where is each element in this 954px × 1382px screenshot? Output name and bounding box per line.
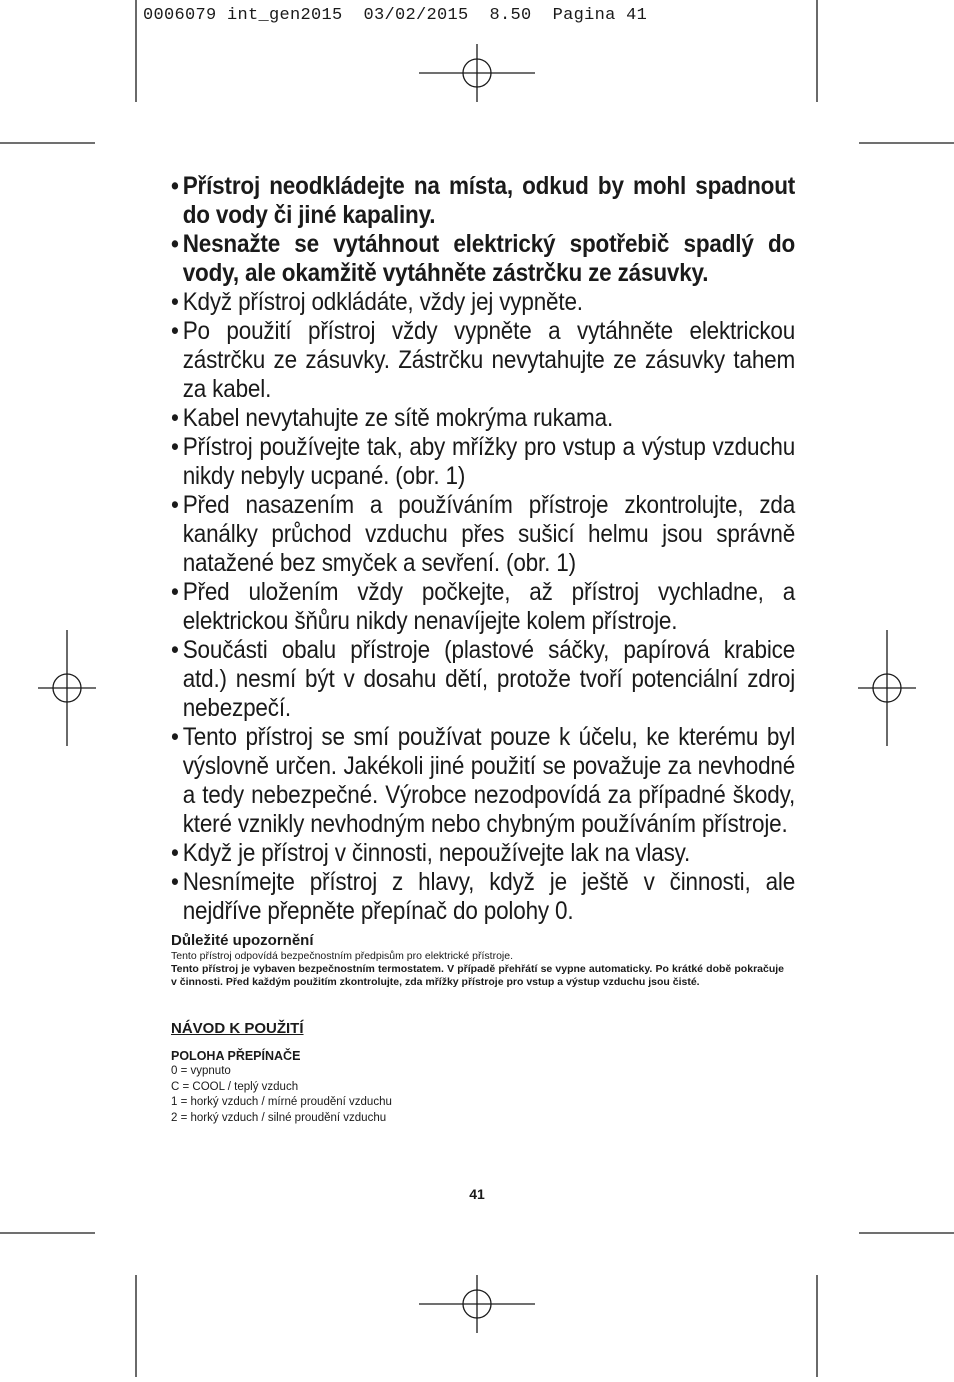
safety-bullet: • Když je přístroj v činnosti, nepoužívejte lak na vlasy. bbox=[171, 839, 795, 868]
important-notice-title: Důležité upozornění bbox=[171, 932, 314, 949]
switch-position-item: 1 = horký vzduch / mírné proudění vzduchu bbox=[171, 1096, 392, 1108]
important-notice-line: Tento přístroj odpovídá bezpečnostním předpisům pro elektrické přístroje. bbox=[171, 950, 514, 962]
safety-bullet: • Když přístroj odkládáte, vždy jej vypněte. bbox=[171, 288, 795, 317]
safety-bullet-list bbox=[171, 172, 796, 926]
switch-position-item: 0 = vypnuto bbox=[171, 1065, 231, 1077]
switch-positions-title: POLOHA PŘEPÍNAČE bbox=[171, 1049, 301, 1063]
safety-bullet: • Po použití přístroj vždy vypněte a vytáhněte elektrickou zástrčku ze zásuvky. Zástrčku nevytahujte ze zásuvky tahem za kabel. bbox=[171, 317, 795, 404]
safety-bullet: • Před nasazením a používáním přístroje zkontrolujte, zda kanálky průchod vzduchu přes sušicí helmu jsou správně natažené bez smyček a sevření. (obr. 1) bbox=[171, 491, 795, 578]
switch-position-item: 2 = horký vzduch / silné proudění vzduchu bbox=[171, 1111, 387, 1124]
safety-bullet: • Přístroj neodkládejte na místa, odkud by mohl spadnout do vody či jiné kapaliny. bbox=[171, 172, 795, 230]
registration-mark-right bbox=[858, 630, 916, 751]
registration-mark-left bbox=[38, 630, 96, 751]
important-notice-body bbox=[171, 950, 784, 989]
safety-bullet: • Kabel nevytahujte ze sítě mokrýma rukama. bbox=[171, 404, 795, 433]
switch-position-item: C = COOL / teplý vzduch bbox=[171, 1080, 299, 1093]
safety-bullet: • Přístroj používejte tak, aby mřížky pro vstup a výstup vzduchu nikdy nebyly ucpané. (obr. 1) bbox=[171, 433, 795, 491]
switch-positions-list bbox=[171, 1064, 784, 1126]
registration-mark-top bbox=[419, 44, 535, 107]
safety-bullet: • Nesnažte se vytáhnout elektrický spotřebič spadlý do vody, ale okamžitě vytáhněte zástrčku ze zásuvky. bbox=[171, 230, 795, 288]
important-notice-line: Tento přístroj je vybaven bezpečnostním termostatem. V případě přehřátí se vypne automaticky. Po krátké době pokračuje v činnosti. Před každým použitím zkontrolujte, zda mřížky přístroje pro vstup a výstup vzduchu jsou čisté. bbox=[171, 963, 784, 988]
print-slug: 0006079 int_gen2015 03/02/2015 8.50 Pagina 41 bbox=[143, 6, 648, 25]
page-number: 41 bbox=[469, 1186, 485, 1202]
safety-bullet: • Před uložením vždy počkejte, až přístroj vychladne, a elektrickou šňůru nikdy nenavíjejte kolem přístroje. bbox=[171, 578, 795, 636]
safety-bullet: • Součásti obalu přístroje (plastové sáčky, papírová krabice atd.) nesmí být v dosahu dětí, protože tvoří potenciální zdroj nebezpečí. bbox=[171, 636, 795, 723]
registration-mark-bottom bbox=[419, 1275, 535, 1338]
safety-bullet: • Tento přístroj se smí používat pouze k účelu, ke kterému byl výslovně určen. Jakékoli jiné použití se považuje za nevhodné a tedy nebezpečné. Výrobce nezodpovídá za případné škody, které vznikly nevhodným nebo chybným používáním přístroje. bbox=[171, 723, 795, 839]
safety-bullet: • Nesnímejte přístroj z hlavy, když je ještě v činnosti, ale nejdříve přepněte přepínač do polohy 0. bbox=[171, 868, 795, 926]
page-content bbox=[171, 172, 796, 1126]
instructions-title: NÁVOD K POUŽITÍ bbox=[171, 1020, 304, 1037]
